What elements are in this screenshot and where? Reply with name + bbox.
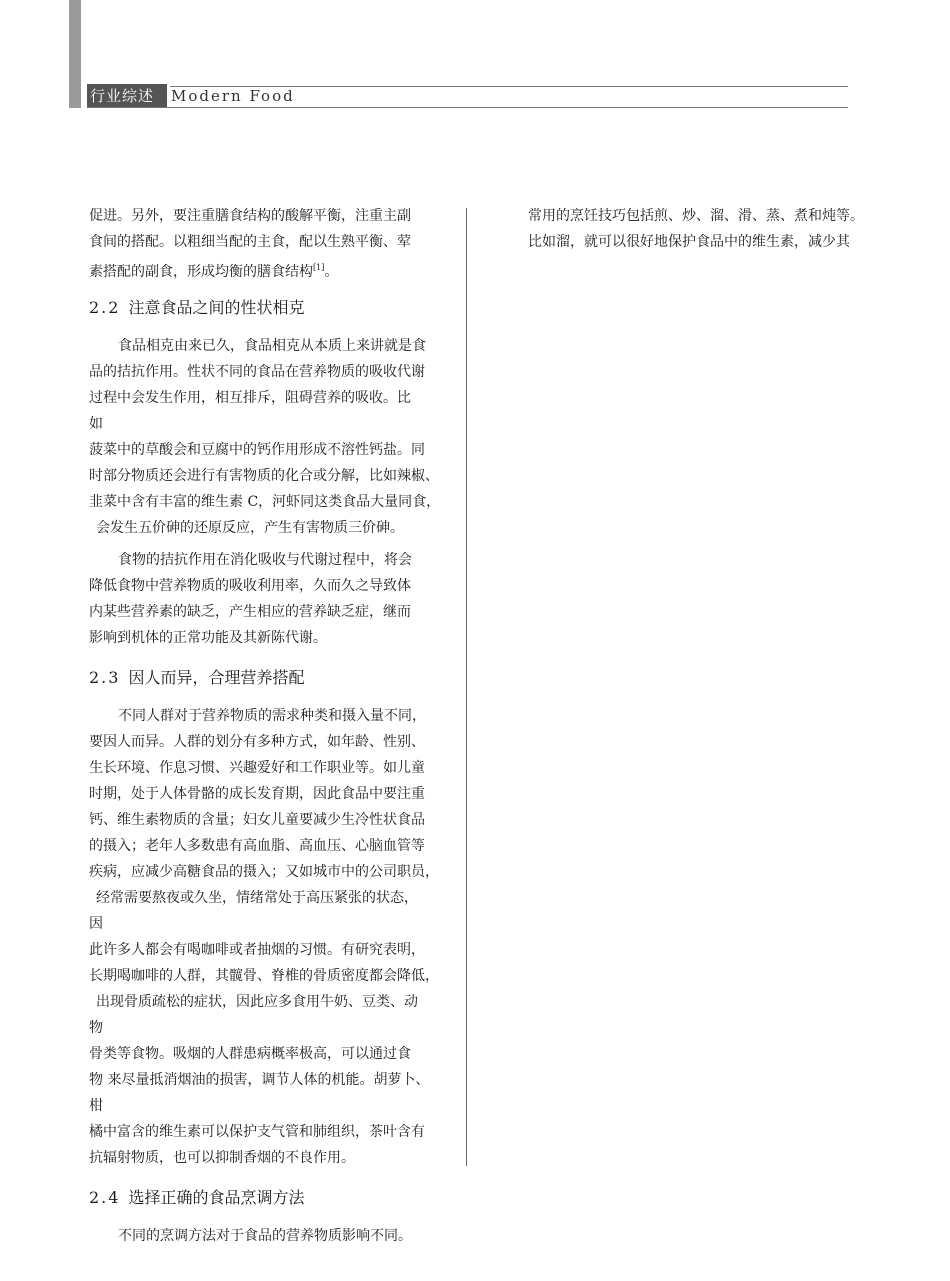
column-divider (466, 208, 467, 1166)
text-line: 会发生五价砷的还原反应，产生有害物质三价砷。 (96, 520, 404, 536)
text-line: 经常需要熬夜或久坐，情绪常处于高压紧张的状态， (96, 890, 418, 906)
text-line: 橘中富含的维生素可以保护支气管和肺组织，茶叶含有 (89, 1124, 425, 1140)
text-line: 内某些营养素的缺乏，产生相应的营养缺乏症，继而 (89, 604, 411, 620)
text-line: 因 (89, 916, 103, 932)
text-line: 时期，处于人体骨骼的成长发育期，因此食品中要注重 (89, 786, 425, 802)
text-line: 柑 (89, 1098, 103, 1114)
section-title: 选择正确的食品烹调方法 (128, 1188, 305, 1207)
section-heading-2-4 (89, 1185, 465, 1211)
text-line: 影响到机体的正常功能及其新陈代谢。 (89, 630, 327, 646)
text-line: 品的拮抗作用。性状不同的食品在营养物质的吸收代谢 (89, 364, 425, 380)
text-line: 不同的烹调方法对于食品的营养物质影响不同。 (118, 1228, 412, 1244)
text-line: 食品相克由来已久，食品相克从本质上来讲就是食 (118, 338, 426, 354)
text-line: 骨类等食物。吸烟的人群患病概率极高，可以通过食 (89, 1046, 411, 1062)
intro-paragraph (89, 203, 465, 281)
section-heading-2-3 (89, 665, 465, 691)
text-line: 常用的烹饪技巧包括煎、炒、溜、滑、蒸、煮和炖等。 (528, 208, 864, 224)
journal-name: Modern Food (171, 87, 295, 105)
text-line: 如 (89, 416, 103, 432)
text-line: 生长环境、作息习惯、兴趣爱好和工作职业等。如儿童 (89, 760, 425, 776)
text-line: 钙、维生素物质的含量；妇女儿童要减少生冷性状食品 (89, 812, 425, 828)
text-line: 抗辐射物质，也可以抑制香烟的不良作用。 (89, 1150, 355, 1166)
text-line: 食间的搭配。以粗细当配的主食，配以生熟平衡、荤 (89, 234, 411, 250)
section-title: 注意食品之间的性状相克 (128, 298, 305, 317)
text-line: 食物的拮抗作用在消化吸收与代谢过程中，将会 (118, 552, 412, 568)
text-line: 时部分物质还会进行有害物质的化合或分解，比如辣椒、 (89, 468, 439, 484)
section-number: 2.3 (89, 668, 121, 687)
paragraph (89, 547, 465, 651)
text-line: 的摄入；老年人多数患有高血脂、高血压、心脑血管等 (89, 838, 425, 854)
text-line: 物 (89, 1020, 103, 1036)
section-number: 2.4 (89, 1188, 121, 1207)
text-line: 菠菜中的草酸会和豆腐中的钙作用形成不溶性钙盐。同 (89, 442, 425, 458)
right-column (528, 203, 908, 255)
text-line: 要因人而异。人群的划分有多种方式，如年龄、性别、 (89, 734, 425, 750)
text-line: 物 来尽量抵消烟油的损害，调节人体的机能。胡萝卜、 (89, 1072, 430, 1088)
text-line: 不同人群对于营养物质的需求种类和摄入量不同， (118, 708, 426, 724)
left-column (89, 203, 465, 1255)
text-line: 出现骨质疏松的症状，因此应多食用牛奶、豆类、动 (96, 994, 418, 1010)
text-line (89, 255, 465, 281)
text-run: 。 (324, 264, 339, 280)
section-title: 因人而异，合理营养搭配 (128, 668, 305, 687)
citation-ref[interactable]: [1] (313, 263, 325, 272)
paragraph (89, 703, 465, 1171)
header-side-bar (69, 0, 81, 108)
text-line: 长期喝咖啡的人群，其髋骨、脊椎的骨质密度都会降低， (89, 968, 439, 984)
text-run: 素搭配的副食，形成均衡的膳食结构 (89, 264, 313, 280)
paragraph (89, 1223, 465, 1249)
text-line: 韭菜中含有丰富的维生素 C，河虾同这类食品大量同食， (89, 494, 441, 510)
section-tag: 行业综述 (87, 84, 167, 108)
text-line: 促进。另外，要注重膳食结构的酸解平衡，注重主副 (89, 208, 411, 224)
header-rule-bottom (87, 107, 848, 108)
section-number: 2.2 (89, 298, 121, 317)
text-line: 此许多人都会有喝咖啡或者抽烟的习惯。有研究表明， (89, 942, 425, 958)
text-line: 降低食物中营养物质的吸收利用率，久而久之导致体 (89, 578, 411, 594)
section-heading-2-2 (89, 295, 465, 321)
text-line: 过程中会发生作用，相互排斥，阻碍营养的吸收。比 (89, 390, 411, 406)
paragraph (89, 333, 465, 541)
text-line: 比如溜，就可以很好地保护食品中的维生素，减少其 (528, 234, 850, 250)
text-line: 疾病，应减少高糖食品的摄入；又如城市中的公司职员， (89, 864, 439, 880)
